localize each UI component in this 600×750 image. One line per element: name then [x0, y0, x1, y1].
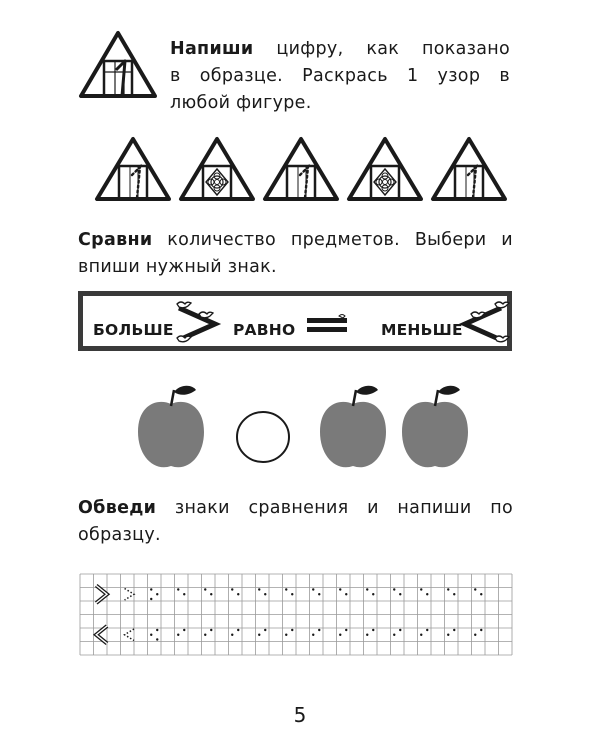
dot-guide: [258, 634, 260, 636]
task2-bold: Сравни: [78, 230, 153, 250]
dot-guide: [312, 588, 314, 590]
trace-sign-greater[interactable]: [125, 589, 134, 601]
dot-guide: [480, 593, 482, 595]
dot-guide: [420, 634, 422, 636]
task1-bold: Напиши: [170, 39, 254, 59]
dot-guide: [264, 593, 266, 595]
answer-circle[interactable]: [234, 409, 292, 465]
writing-grid[interactable]: [80, 574, 512, 654]
dot-guide: [291, 629, 293, 631]
triangle-1-dotted-one[interactable]: [94, 136, 172, 202]
dot-guide: [393, 634, 395, 636]
dot-guide: [258, 588, 260, 590]
dot-guide: [447, 588, 449, 590]
dot-guide: [372, 629, 374, 631]
task3-instruction: Обведи знаки сравнения и напиши по образцу.: [78, 498, 513, 545]
equal-sign: [305, 316, 351, 336]
dot-guide: [231, 634, 233, 636]
dot-guide: [231, 588, 233, 590]
dot-guide: [204, 588, 206, 590]
dot-guide: [183, 629, 185, 631]
greater-label: БОЛЬШЕ: [93, 321, 174, 339]
dot-guide: [372, 593, 374, 595]
dot-guide: [285, 634, 287, 636]
comparison-legend: [78, 291, 512, 351]
dot-guide: [480, 629, 482, 631]
less-sign-birds: [455, 300, 511, 348]
equal-label: РАВНО: [233, 321, 296, 339]
dot-guide: [339, 588, 341, 590]
dot-guide: [318, 629, 320, 631]
dot-guide: [177, 588, 179, 590]
dot-guide: [285, 588, 287, 590]
sample-triangle: [78, 30, 158, 100]
less-label: МЕНЬШЕ: [381, 321, 463, 339]
dot-guide: [150, 588, 152, 590]
dot-guide: [426, 629, 428, 631]
task1-instruction: Напиши цифру, как показано в образце. Раскрась 1 узор в любой фигуре.: [170, 39, 510, 113]
dot-guide: [426, 593, 428, 595]
greater-sign-birds: [171, 300, 227, 348]
triangle-4-flower-pattern[interactable]: [346, 136, 424, 202]
dot-guide: [183, 593, 185, 595]
dot-guide: [210, 593, 212, 595]
sample-sign-less: [96, 626, 107, 644]
triangle-2-flower-pattern[interactable]: [178, 136, 256, 202]
dot-guide: [345, 629, 347, 631]
dot-guide: [318, 593, 320, 595]
dot-guide: [156, 638, 158, 640]
dot-guide: [453, 593, 455, 595]
page-number: 5: [293, 703, 307, 727]
dot-guide: [150, 598, 152, 600]
apple-right-1: [316, 382, 390, 474]
dot-guide: [474, 634, 476, 636]
dot-guide: [210, 629, 212, 631]
dot-guide: [156, 629, 158, 631]
dot-guide: [150, 634, 152, 636]
dot-guide: [237, 629, 239, 631]
dot-guide: [366, 588, 368, 590]
dot-guide: [339, 634, 341, 636]
task2-instruction: Сравни количество предметов. Выбери и впиши нужный знак.: [78, 230, 513, 277]
dot-guide: [399, 593, 401, 595]
apple-left: [134, 382, 208, 474]
dot-guide: [474, 588, 476, 590]
dot-guide: [264, 629, 266, 631]
dot-guide: [399, 629, 401, 631]
dot-guide: [420, 588, 422, 590]
dot-guide: [312, 634, 314, 636]
apple-right-2: [398, 382, 472, 474]
sample-sign-greater: [96, 586, 107, 604]
dot-guide: [345, 593, 347, 595]
dot-guide: [393, 588, 395, 590]
dot-guide: [447, 634, 449, 636]
dot-guide: [237, 593, 239, 595]
dot-guide: [177, 634, 179, 636]
dot-guide: [204, 634, 206, 636]
dot-guide: [366, 634, 368, 636]
dot-guide: [453, 629, 455, 631]
triangle-5-dotted-one[interactable]: [430, 136, 508, 202]
dot-guide: [156, 593, 158, 595]
task3-bold: Обведи: [78, 498, 157, 518]
trace-sign-less[interactable]: [125, 629, 134, 641]
dot-guide: [291, 593, 293, 595]
triangle-3-dotted-one[interactable]: [262, 136, 340, 202]
